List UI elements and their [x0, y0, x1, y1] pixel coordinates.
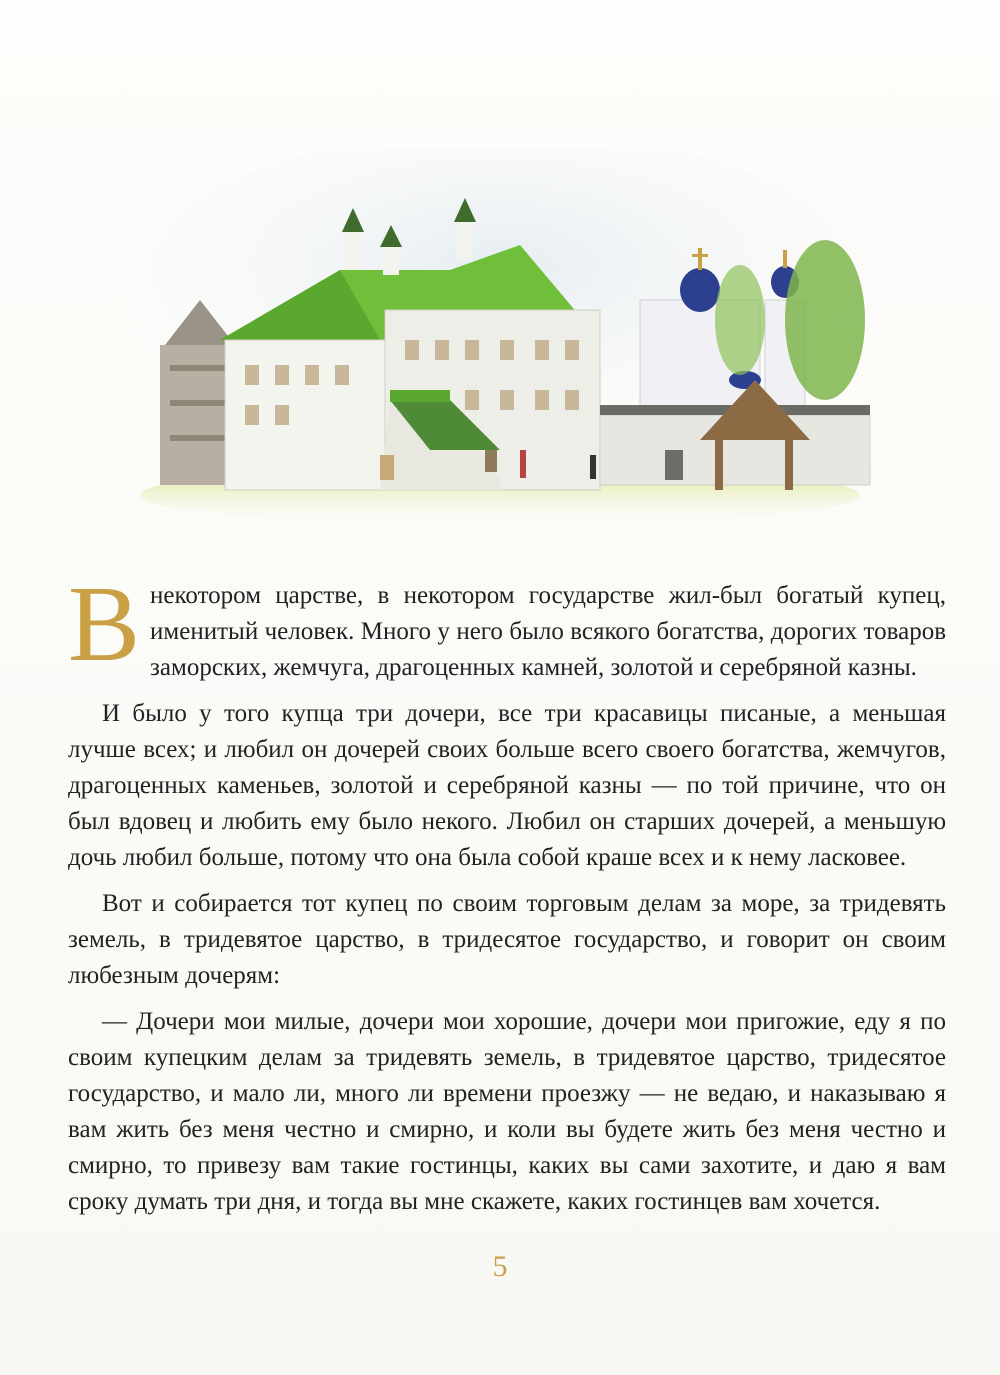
monastery-illustration — [120, 150, 880, 530]
story-text — [68, 565, 946, 1230]
paragraph-3: Вот и собирается тот купец по своим торговым делам за море, за тридевять земель, в тридевятое царство, в тридесятое государство, и говорит он своим любезным дочерям: — [68, 890, 946, 989]
drop-cap: В — [68, 565, 141, 684]
page-number: 5 — [492, 1250, 508, 1283]
paragraph-1 — [68, 565, 946, 686]
paragraph-2: И было у того купца три дочери, все три красавицы писаные, а меньшая лучше всех; и любил он дочерей своих больше всего своего богатства, жемчугов, драгоценных каменьев, золотой и серебряной казны — по той причине, что он был вдовец и любить ему было некого. Любил он старших дочерей, а меньшую дочь любил больше, потому что она была собой краше всех и к нему ласковее. — [68, 700, 946, 871]
paragraph-4: — Дочери мои милые, дочери мои хорошие, дочери мои пригожие, еду я по своим купецким делам за тридевять земель, в тридевятое царство, тридесятое государство, и мало ли, много ли времени проезжу — не ведаю, и наказываю я вам жить без меня честно и смирно, и коли вы будете жить без меня честно и смирно, то привезу вам такие гостинцы, каких вы сами захотите, и даю я вам сроку думать три дня, и тогда вы мне скажете, каких гостинцев вам хочется. — [68, 1008, 946, 1215]
paragraph-1-text: некотором царстве, в некотором государстве жил-был богатый купец, именитый человек. Много у него было всякого богатства, дорогих товаров заморских, жемчуга, драгоценных камней, золотой и серебряной казны. — [150, 582, 946, 681]
